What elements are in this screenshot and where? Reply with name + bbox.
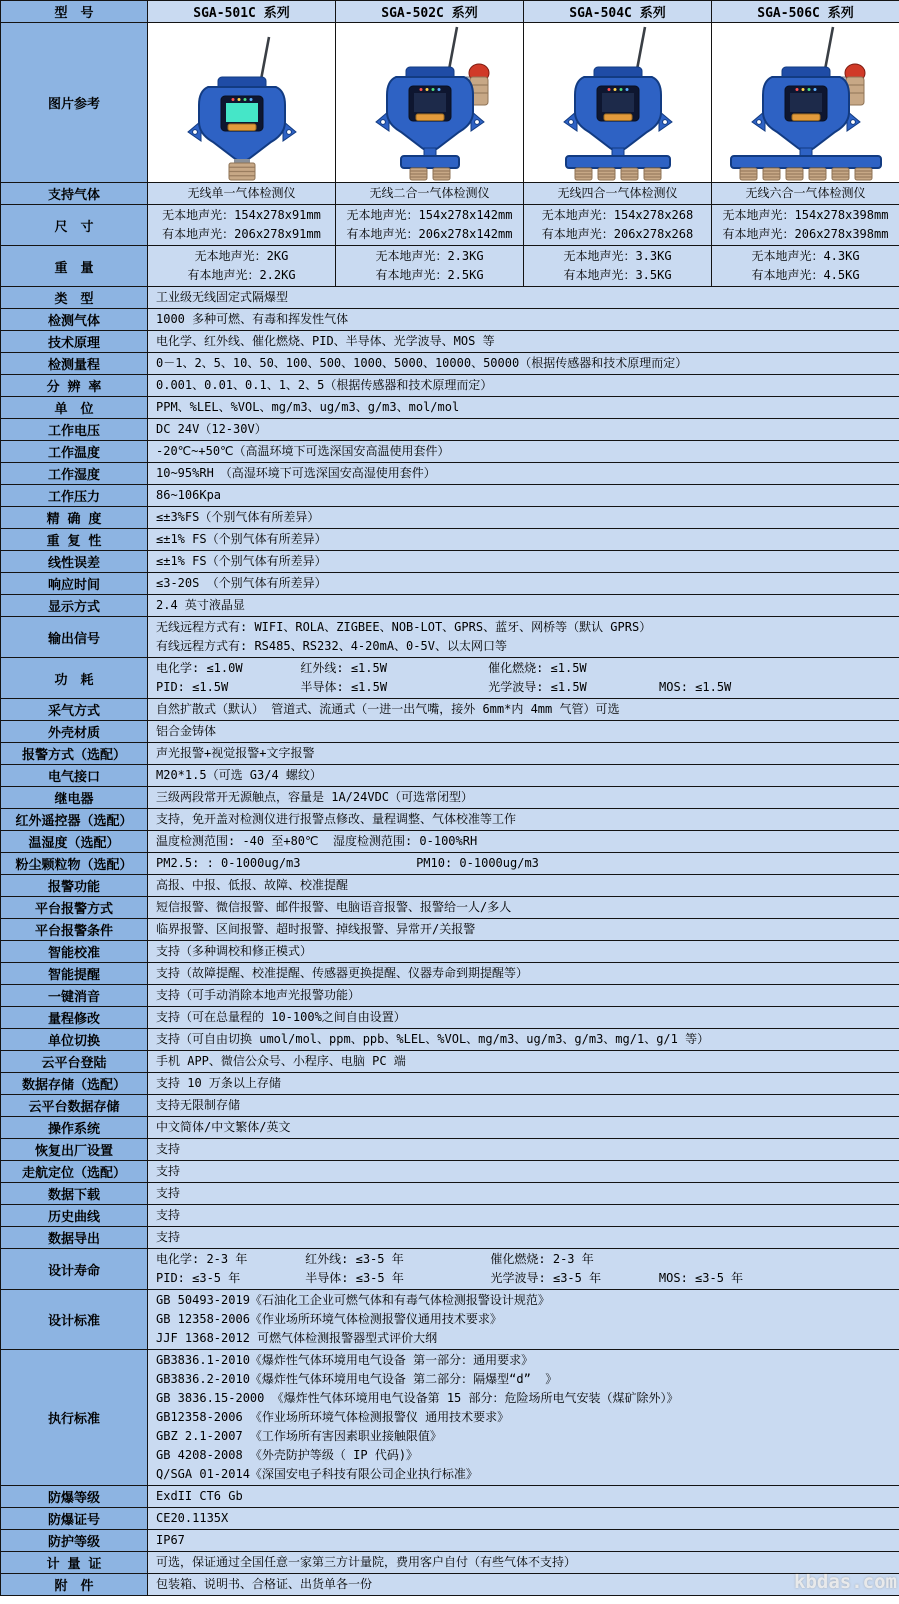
model-name-sga-501c: SGA-501C 系列 [148, 1, 336, 23]
spec-row [1, 1051, 899, 1073]
spec-value-line: 无线六合一气体检测仪 [745, 186, 866, 200]
spec-value-line: PID: ≤1.5W 半导体: ≤1.5W 光学波导: ≤1.5W MOS: ≤1.5W [156, 680, 732, 694]
spec-row [1, 721, 899, 743]
spec-value-line: GBZ 2.1-2007 《工作场所有害因素职业接触限值》 [156, 1429, 442, 1443]
spec-value-cell [148, 658, 899, 699]
spec-row-label: 量程修改 [1, 1007, 148, 1029]
spec-value-cell [712, 246, 899, 287]
spec-value-line: 无本地声光：154x278x268 [541, 208, 694, 222]
spec-value-line: 支持（多种调校和修正模式） [156, 944, 313, 958]
spec-row-label: 计 量 证 [1, 1552, 148, 1574]
spec-row-label: 红外遥控器（选配） [1, 809, 148, 831]
spec-row-label: 智能校准 [1, 941, 148, 963]
spec-value-cell [148, 287, 899, 309]
spec-value-line: 支持 [156, 1142, 181, 1156]
spec-row-label: 温湿度（选配） [1, 831, 148, 853]
spec-value-line: 86~106Kpa [156, 488, 222, 502]
spec-value-line: 有本地声光：2.2KG [187, 268, 296, 282]
spec-value-cell [148, 699, 899, 721]
spec-value-cell [148, 985, 899, 1007]
spec-row-label: 单 位 [1, 397, 148, 419]
spec-value-line: 有本地声光：4.5KG [751, 268, 860, 282]
spec-row [1, 485, 899, 507]
spec-value-line: 手机 APP、微信公众号、小程序、电脑 PC 端 [156, 1054, 406, 1068]
spec-row-label: 响应时间 [1, 573, 148, 595]
spec-row-label: 平台报警条件 [1, 919, 148, 941]
row-label-image: 图片参考 [1, 23, 148, 183]
spec-row [1, 1117, 899, 1139]
spec-value-cell [712, 183, 899, 205]
spec-row [1, 1552, 899, 1574]
spec-value-line: 温度检测范围: -40 至+80℃ 湿度检测范围: 0-100%RH [156, 834, 478, 848]
spec-row [1, 765, 899, 787]
spec-row-label: 功 耗 [1, 658, 148, 699]
spec-value-cell [148, 331, 899, 353]
spec-value-cell [148, 1227, 899, 1249]
spec-value-line: GB12358-2006 《作业场所环境气体检测报警仪 通用技术要求》 [156, 1410, 510, 1424]
watermark: kbdas.com [794, 1571, 897, 1593]
spec-value-cell [712, 205, 899, 246]
image-reference-row [1, 23, 899, 183]
spec-row-label: 检测量程 [1, 353, 148, 375]
spec-row-label: 采气方式 [1, 699, 148, 721]
spec-value-cell [148, 787, 899, 809]
spec-row [1, 183, 899, 205]
spec-value-line: ≤±1% FS（个别气体有所差异） [156, 554, 327, 568]
spec-value-line: 有本地声光：206x278x142mm [346, 227, 513, 241]
spec-row [1, 617, 899, 658]
spec-row-label: 重 量 [1, 246, 148, 287]
spec-value-line: 电化学、红外线、催化燃烧、PID、半导体、光学波导、MOS 等 [156, 334, 495, 348]
spec-row-label: 继电器 [1, 787, 148, 809]
spec-value-line: 电化学: ≤1.0W 红外线: ≤1.5W 催化燃烧: ≤1.5W [156, 661, 587, 675]
spec-value-line: 支持 [156, 1230, 181, 1244]
spec-value-cell [148, 721, 899, 743]
spec-value-cell [148, 1290, 899, 1350]
spec-row [1, 875, 899, 897]
spec-row-label: 执行标准 [1, 1350, 148, 1486]
sga-501c-detector-image [149, 25, 335, 181]
spec-value-cell [148, 1117, 899, 1139]
spec-value-cell [524, 183, 712, 205]
spec-value-line: PID: ≤3-5 年 半导体: ≤3-5 年 光学波导: ≤3-5 年 MOS: ≤3-5 年 [156, 1271, 744, 1285]
spec-value-line: 中文简体/中文繁体/英文 [156, 1120, 291, 1134]
spec-row-label: 防爆证号 [1, 1508, 148, 1530]
spec-row [1, 1508, 899, 1530]
spec-row-label: 云平台数据存储 [1, 1095, 148, 1117]
spec-value-line: GB 50493-2019《石油化工企业可燃气体和有毒气体检测报警设计规范》 [156, 1293, 550, 1307]
spec-value-line: 无本地声光：2KG [194, 249, 289, 263]
header-row [1, 1, 899, 23]
spec-value-cell [148, 507, 899, 529]
spec-row-label: 云平台登陆 [1, 1051, 148, 1073]
spec-value-line: 有线远程方式有: RS485、RS232、4-20mA、0-5V、以太网口等 [156, 639, 507, 653]
spec-row [1, 573, 899, 595]
spec-row [1, 551, 899, 573]
spec-row-label: 检测气体 [1, 309, 148, 331]
spec-value-line: 有本地声光：2.5KG [375, 268, 484, 282]
spec-row [1, 1249, 899, 1290]
spec-value-line: GB 12358-2006《作业场所环境气体检测报警仪通用技术要求》 [156, 1312, 502, 1326]
sga-506c-detector-image [713, 25, 899, 181]
spec-value-line: -20℃~+50℃（高温环境下可选深国安高温使用套件） [156, 444, 450, 458]
spec-row-label: 防爆等级 [1, 1486, 148, 1508]
spec-value-cell [148, 1574, 899, 1596]
spec-value-line: 0.001、0.01、0.1、1、2、5（根据传感器和技术原理而定） [156, 378, 493, 392]
sga-504c-detector-image [525, 25, 711, 181]
spec-row [1, 1530, 899, 1552]
spec-row-label: 精 确 度 [1, 507, 148, 529]
spec-row [1, 1290, 899, 1350]
spec-value-line: 支持 [156, 1186, 181, 1200]
spec-value-cell [148, 463, 899, 485]
spec-value-line: 无本地声光：2.3KG [375, 249, 484, 263]
spec-value-cell [148, 1552, 899, 1574]
spec-value-cell [148, 353, 899, 375]
spec-row [1, 1183, 899, 1205]
spec-value-cell [524, 246, 712, 287]
spec-row [1, 1350, 899, 1486]
spec-row [1, 331, 899, 353]
spec-row-label: 操作系统 [1, 1117, 148, 1139]
spec-value-line: 无线二合一气体检测仪 [369, 186, 490, 200]
spec-row [1, 1007, 899, 1029]
spec-row-label: 恢复出厂设置 [1, 1139, 148, 1161]
spec-row-label: 工作温度 [1, 441, 148, 463]
spec-value-cell [148, 309, 899, 331]
spec-value-line: 支持 [156, 1208, 181, 1222]
spec-row-label: 报警功能 [1, 875, 148, 897]
spec-row-label: 外壳材质 [1, 721, 148, 743]
spec-value-cell [148, 419, 899, 441]
spec-row-label: 平台报警方式 [1, 897, 148, 919]
spec-value-line: 无本地声光：154x278x142mm [346, 208, 513, 222]
spec-value-cell [148, 809, 899, 831]
spec-value-cell [336, 205, 524, 246]
spec-value-line: GB 3836.15-2000 《爆炸性气体环境用电气设备第 15 部分：危险场所电气安装（煤矿除外）》 [156, 1391, 679, 1405]
spec-value-line: JJF 1368-2012 可燃气体检测报警器型式评价大纲 [156, 1331, 438, 1345]
spec-row [1, 397, 899, 419]
spec-row [1, 941, 899, 963]
spec-value-cell [148, 1095, 899, 1117]
spec-row [1, 985, 899, 1007]
spec-row [1, 246, 899, 287]
spec-value-line: ≤±1% FS（个别气体有所差异） [156, 532, 327, 546]
spec-value-cell [148, 441, 899, 463]
spec-value-cell [148, 853, 899, 875]
spec-value-line: ≤3-20S （个别气体有所差异） [156, 576, 327, 590]
spec-value-line: 声光报警+视觉报警+文字报警 [156, 746, 315, 760]
spec-row [1, 1029, 899, 1051]
sga-502c-detector-image [337, 25, 523, 181]
spec-row-label: 智能提醒 [1, 963, 148, 985]
spec-value-cell [148, 963, 899, 985]
spec-row [1, 658, 899, 699]
spec-value-cell [148, 1183, 899, 1205]
spec-value-cell [148, 1051, 899, 1073]
spec-value-line: IP67 [156, 1533, 185, 1547]
spec-row-label: 防护等级 [1, 1530, 148, 1552]
spec-value-line: 三级两段常开无源触点，容量是 1A/24VDC（可选常闭型） [156, 790, 474, 804]
model-name-sga-504c: SGA-504C 系列 [524, 1, 712, 23]
spec-value-line: CE20.1135X [156, 1511, 229, 1525]
spec-value-cell [148, 205, 336, 246]
spec-row [1, 809, 899, 831]
spec-row-label: 显示方式 [1, 595, 148, 617]
spec-value-line: 支持 10 万条以上存储 [156, 1076, 281, 1090]
spec-value-line: 临界报警、区间报警、超时报警、掉线报警、异常开/关报警 [156, 922, 476, 936]
spec-value-cell [148, 1350, 899, 1486]
spec-value-line: 支持（可手动消除本地声光报警功能） [156, 988, 361, 1002]
model-name-sga-506c: SGA-506C 系列 [712, 1, 899, 23]
spec-value-line: 可选，保证通过全国任意一家第三方计量院，费用客户自付（有些气体不支持） [156, 1555, 577, 1569]
spec-value-cell [148, 875, 899, 897]
spec-row-label: 分 辨 率 [1, 375, 148, 397]
spec-value-line: 无本地声光：3.3KG [563, 249, 672, 263]
spec-value-line: 10~95%RH （高湿环境下可选深国安高湿使用套件） [156, 466, 436, 480]
spec-row-label: 设计标准 [1, 1290, 148, 1350]
spec-value-line: 支持 [156, 1164, 181, 1178]
spec-value-line: 有本地声光：206x278x398mm [722, 227, 889, 241]
spec-value-line: 0－1、2、5、10、50、100、500、1000、5000、10000、50000（根据传感器和技术原理而定） [156, 356, 688, 370]
spec-value-line: 无本地声光：4.3KG [751, 249, 860, 263]
spec-value-cell [148, 1007, 899, 1029]
spec-row-label: 线性误差 [1, 551, 148, 573]
spec-value-line: 支持（故障提醒、校准提醒、传感器更换提醒、仪器寿命到期提醒等） [156, 966, 529, 980]
spec-value-line: 铝合金铸体 [156, 724, 217, 738]
spec-row [1, 529, 899, 551]
spec-value-line: 支持（可在总量程的 10-100%之间自由设置） [156, 1010, 406, 1024]
spec-row [1, 309, 899, 331]
spec-row-label: 设计寿命 [1, 1249, 148, 1290]
spec-row-label: 支持气体 [1, 183, 148, 205]
spec-value-line: M20*1.5（可选 G3/4 螺纹） [156, 768, 322, 782]
spec-value-cell [148, 743, 899, 765]
row-label-model: 型 号 [1, 1, 148, 23]
spec-row [1, 595, 899, 617]
spec-value-line: 工业级无线固定式隔爆型 [156, 290, 289, 304]
spec-value-cell [148, 1029, 899, 1051]
spec-row-label: 技术原理 [1, 331, 148, 353]
spec-value-line: GB 4208-2008 《外壳防护等级（ IP 代码)》 [156, 1448, 419, 1462]
spec-value-line: 支持无限制存储 [156, 1098, 241, 1112]
spec-value-cell [148, 765, 899, 787]
spec-value-line: 支持（可自由切换 umol/mol、ppm、ppb、%LEL、%VOL、mg/m3、ug/m3、g/m3、mg/1、g/1 等） [156, 1032, 710, 1046]
spec-value-line: Q/SGA 01-2014《深国安电子科技有限公司企业执行标准》 [156, 1467, 478, 1481]
spec-row-label: 工作电压 [1, 419, 148, 441]
spec-value-cell [524, 205, 712, 246]
spec-row-label: 一键消音 [1, 985, 148, 1007]
spec-value-line: ≤±3%FS（个别气体有所差异） [156, 510, 320, 524]
model-name-sga-502c: SGA-502C 系列 [336, 1, 524, 23]
spec-row [1, 1139, 899, 1161]
spec-value-line: 支持，免开盖对检测仪进行报警点修改、量程调整、气体校准等工作 [156, 812, 517, 826]
spec-row [1, 1073, 899, 1095]
spec-row [1, 463, 899, 485]
spec-value-cell [148, 1486, 899, 1508]
spec-row [1, 1574, 899, 1596]
spec-row-label: 历史曲线 [1, 1205, 148, 1227]
spec-value-line: 无线四合一气体检测仪 [557, 186, 678, 200]
spec-value-cell [148, 397, 899, 419]
spec-value-line: 无线单一气体检测仪 [187, 186, 296, 200]
spec-value-line: GB3836.1-2010《爆炸性气体环境用电气设备 第一部分：通用要求》 [156, 1353, 534, 1367]
spec-value-cell [148, 246, 336, 287]
spec-row-label: 单位切换 [1, 1029, 148, 1051]
spec-row [1, 743, 899, 765]
spec-value-line: PPM、%LEL、%VOL、mg/m3、ug/m3、g/m3、mol/mol [156, 400, 460, 414]
spec-value-cell [336, 246, 524, 287]
spec-row [1, 287, 899, 309]
spec-row [1, 1227, 899, 1249]
spec-value-cell [148, 573, 899, 595]
spec-row [1, 1486, 899, 1508]
spec-value-line: 电化学: 2-3 年 红外线: ≤3-5 年 催化燃烧: 2-3 年 [156, 1252, 594, 1266]
spec-value-cell [148, 897, 899, 919]
spec-row [1, 787, 899, 809]
spec-value-line: 有本地声光：206x278x91mm [162, 227, 321, 241]
spec-row [1, 919, 899, 941]
spec-row-label: 电气接口 [1, 765, 148, 787]
spec-value-cell [148, 1073, 899, 1095]
spec-row-label: 附 件 [1, 1574, 148, 1596]
spec-row-label: 报警方式（选配） [1, 743, 148, 765]
spec-row-label: 粉尘颗粒物（选配） [1, 853, 148, 875]
spec-value-cell [148, 1139, 899, 1161]
spec-value-cell [148, 529, 899, 551]
spec-value-line: 高报、中报、低报、故障、校准提醒 [156, 878, 349, 892]
spec-row [1, 205, 899, 246]
spec-value-line: PM2.5: : 0-1000ug/m3 PM10: 0-1000ug/m3 [156, 856, 539, 870]
spec-row [1, 853, 899, 875]
spec-value-line: GB3836.2-2010《爆炸性气体环境用电气设备 第二部分：隔爆型“d” 》 [156, 1372, 558, 1386]
spec-row-label: 数据下载 [1, 1183, 148, 1205]
spec-value-cell [148, 375, 899, 397]
spec-value-line: 无本地声光：154x278x398mm [722, 208, 889, 222]
spec-value-line: ExdII CT6 Gb [156, 1489, 243, 1503]
spec-row-label: 走航定位（选配） [1, 1161, 148, 1183]
spec-row-label: 尺 寸 [1, 205, 148, 246]
spec-value-line: 短信报警、微信报警、邮件报警、电脑语音报警、报警给一人/多人 [156, 900, 512, 914]
spec-value-cell [148, 1508, 899, 1530]
spec-value-cell [148, 1161, 899, 1183]
spec-row [1, 441, 899, 463]
spec-value-cell [336, 183, 524, 205]
spec-value-line: 有本地声光：3.5KG [563, 268, 672, 282]
spec-row-label: 工作湿度 [1, 463, 148, 485]
spec-value-cell [148, 919, 899, 941]
spec-value-cell [148, 941, 899, 963]
spec-row-label: 重 复 性 [1, 529, 148, 551]
spec-value-cell [148, 551, 899, 573]
spec-value-cell [148, 1205, 899, 1227]
spec-value-cell [148, 1530, 899, 1552]
spec-row-label: 输出信号 [1, 617, 148, 658]
spec-row [1, 963, 899, 985]
spec-value-line: 2.4 英寸液晶显 [156, 598, 245, 612]
spec-value-line: 1000 多种可燃、有毒和挥发性气体 [156, 312, 349, 326]
spec-row [1, 897, 899, 919]
spec-row [1, 419, 899, 441]
spec-value-line: 无本地声光：154x278x91mm [162, 208, 321, 222]
spec-row [1, 375, 899, 397]
spec-row [1, 1095, 899, 1117]
spec-row [1, 353, 899, 375]
spec-value-cell [148, 617, 899, 658]
spec-value-line: DC 24V（12-30V） [156, 422, 267, 436]
spec-value-line: 自然扩散式（默认） 管道式、流通式（一进一出气嘴，接外 6mm*内 4mm 气管）可选 [156, 702, 620, 716]
spec-value-line: 有本地声光：206x278x268 [541, 227, 694, 241]
spec-value-cell [148, 1249, 899, 1290]
spec-value-line: 包装箱、说明书、合格证、出货单各一份 [156, 1577, 373, 1591]
spec-row [1, 831, 899, 853]
spec-row [1, 1161, 899, 1183]
spec-value-cell [148, 595, 899, 617]
spec-value-cell [148, 485, 899, 507]
spec-value-cell [148, 183, 336, 205]
spec-row-label: 类 型 [1, 287, 148, 309]
spec-row [1, 507, 899, 529]
spec-row-label: 数据存储（选配） [1, 1073, 148, 1095]
spec-row-label: 工作压力 [1, 485, 148, 507]
spec-value-cell [148, 831, 899, 853]
spec-value-line: 无线远程方式有: WIFI、ROLA、ZIGBEE、NOB-LOT、GPRS、蓝牙、网桥等（默认 GPRS） [156, 620, 652, 634]
spec-row [1, 699, 899, 721]
spec-row [1, 1205, 899, 1227]
spec-row-label: 数据导出 [1, 1227, 148, 1249]
